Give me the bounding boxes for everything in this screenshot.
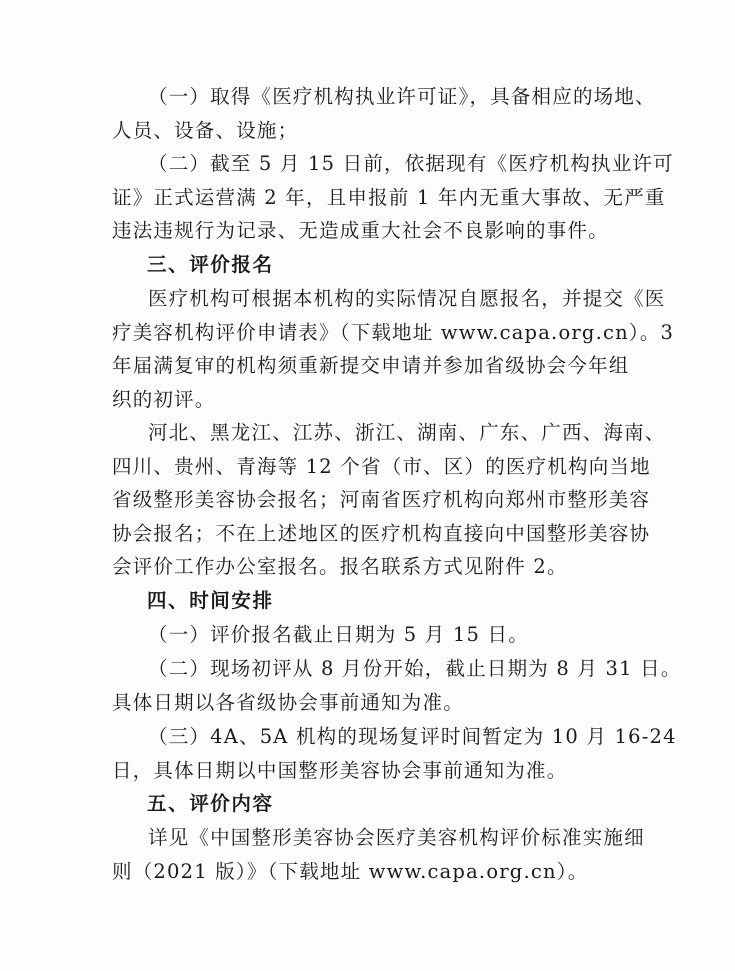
text-line: （二）截至 5 月 15 日前，依据现有《医疗机构执业许可: [148, 152, 674, 175]
text-line: 医疗机构可根据本机构的实际情况自愿报名，并提交《医: [148, 287, 666, 310]
schedule-item-3: [112, 720, 677, 787]
text-line: 详见《中国整形美容协会医疗美容机构评价标准实施细: [148, 826, 645, 849]
text-line: 年届满复审的机构须重新提交申请并参加省级协会今年组: [112, 354, 630, 377]
text-line: 协会报名；不在上述地区的医疗机构直接向中国整形美容协: [112, 521, 651, 545]
registration-paragraph-1: [112, 282, 675, 416]
text-line: 人员、设备、设施；: [112, 118, 299, 142]
text-line: （一）取得《医疗机构执业许可证》，具备相应的场地、: [148, 85, 656, 108]
text-line: （二）现场初评从 8 月份开始，截止日期为 8 月 31 日。: [148, 657, 682, 680]
text-line: （一）评价报名截止日期为 5 月 15 日。: [148, 623, 529, 646]
schedule-item-2: [112, 652, 682, 719]
text-line: （三）4A、5A 机构的现场复评时间暂定为 10 月 16-24: [148, 725, 677, 748]
text-line: 则（2021 版）》（下载地址 www.capa.org.cn）。: [112, 859, 589, 883]
section-heading-registration: 三、评价报名: [147, 253, 274, 276]
section-heading-content: 五、评价内容: [147, 792, 274, 815]
content-paragraph: [112, 821, 645, 888]
text-line: 日，具体日期以中国整形美容协会事前通知为准。: [112, 758, 568, 782]
section-heading-schedule: 四、时间安排: [147, 589, 274, 612]
text-line: 证》正式运营满 2 年，且申报前 1 年内无重大事故、无严重: [112, 185, 666, 209]
text-line: 四川、贵州、青海等 12 个省（市、区）的医疗机构向当地: [112, 454, 651, 478]
requirement-item-2: [112, 147, 674, 248]
registration-paragraph-2: [112, 416, 666, 584]
text-line: 违法违规行为记录、无造成重大社会不良影响的事件。: [112, 219, 609, 242]
text-line: 河北、黑龙江、江苏、浙江、湖南、广东、广西、海南、: [148, 421, 666, 444]
text-line: 疗美容机构评价申请表》（下载地址 www.capa.org.cn）。3: [112, 320, 675, 344]
requirement-item-1: [112, 80, 656, 147]
text-line: 省级整形美容协会报名；河南省医疗机构向郑州市整形美容: [112, 488, 651, 511]
text-line: 织的初评。: [112, 387, 216, 411]
schedule-item-1: [112, 618, 632, 652]
text-line: 具体日期以各省级协会事前通知为准。: [112, 690, 464, 714]
text-line: 会评价工作办公室报名。报名联系方式见附件 2。: [112, 555, 568, 578]
